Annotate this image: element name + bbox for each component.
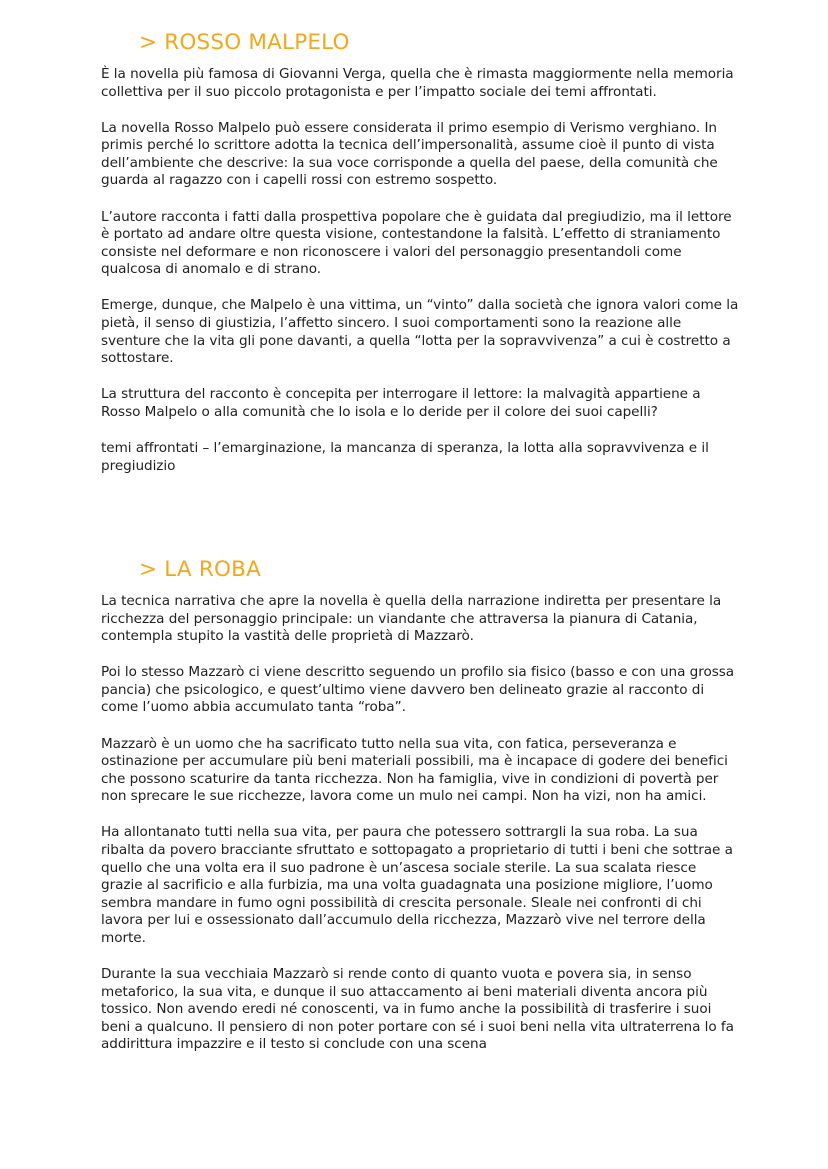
paragraph: Emerge, dunque, che Malpelo è una vittima, un “vinto” dalla società che ignora valori come la pietà, il senso di giustizia, l’affetto sincero. I suoi comportamenti sono la reazione alle sventure che la vita gli pone davanti, a quella “lotta per la sopravvivenza” a cui è costretto a sottostare. — [101, 297, 739, 367]
paragraph: La tecnica narrativa che apre la novella è quella della narrazione indiretta per presentare la ricchezza del personaggio principale: un viandante che attraversa la pianura di Catania, contempla stupito la vastità delle proprietà di Mazzarò. — [101, 593, 722, 645]
section-heading: > LA ROBA — [139, 557, 261, 582]
paragraph: Poi lo stesso Mazzarò ci viene descritto seguendo un profilo sia fisico (basso e con una grossa pancia) che psicologico, e quest’ultimo viene davvero ben delineato grazie al racconto di come l’uomo abbia accumulato tanta “roba”. — [101, 664, 735, 716]
section-rosso-malpelo — [101, 30, 741, 475]
paragraph: La novella Rosso Malpelo può essere considerata il primo esempio di Verismo verghiano. In primis perché lo scrittore adotta la tecnica dell’impersonalità, assume cioè il punto di vista dell’ambiente che descrive: la sua voce corrisponde a quella del paese, della comunità che guarda al ragazzo con i capelli rossi con estremo sospetto. — [101, 119, 718, 189]
paragraph: La struttura del racconto è concepita per interrogare il lettore: la malvagità appartiene a Rosso Malpelo o alla comunità che lo isola e lo deride per il colore dei suoi capelli? — [101, 386, 701, 420]
paragraph: L’autore racconta i fatti dalla prospettiva popolare che è guidata dal pregiudizio, ma il lettore è portato ad andare oltre questa visione, contestandone la falsità. L’effetto di straniamento consiste nel deformare e non riconoscere i valori del personaggio presentandoli come qualcosa di anomalo e di strano. — [101, 208, 732, 278]
paragraph: Ha allontanato tutti nella sua vita, per paura che potessero sottrargli la sua roba. La sua ribalta da povero bracciante sfruttato e sottopagato a proprietario di tutti i beni che sottrae a quello che una volta era il suo padrone è un’ascesa sociale sterile. La sua scalata riesce grazie al sacrificio e alla furbizia, ma una volta guadagnata una posizione migliore, l’uomo sembra mandare in fumo ogni possibilità di crescita personale. Sleale nei confronti di chi lavora per lui e ossessionato dall’accumulo della ricchezza, Mazzarò vive nel terrore della morte. — [101, 824, 733, 946]
section-heading: > ROSSO MALPELO — [139, 30, 350, 55]
section-la-roba — [101, 557, 741, 1054]
paragraph: È la novella più famosa di Giovanni Verga, quella che è rimasta maggiormente nella memoria collettiva per il suo piccolo protagonista e per l’impatto sociale dei temi affrontati. — [101, 66, 734, 100]
paragraph: Durante la sua vecchiaia Mazzarò si rende conto di quanto vuota e povera sia, in senso metaforico, la sua vita, e dunque il suo attaccamento ai beni materiali diventa ancora più tossico. Non avendo eredi né conoscenti, va in fumo anche la possibilità di trasferire i suoi beni a qualcuno. Il pensiero di non poter portare con sé i suoi beni nella vita ultraterrena lo fa addirittura impazzire e il testo si conclude con una scena — [101, 966, 734, 1053]
paragraph: Mazzarò è un uomo che ha sacrificato tutto nella sua vita, con fatica, perseveranza e ostinazione per accumulare più beni materiali possibili, ma è incapace di godere dei benefici che possono scaturire da tanta ricchezza. Non ha famiglia, vive in condizioni di povertà per non sprecare le sue ricchezze, lavora come un mulo nei campi. Non ha vizi, non ha amici. — [101, 735, 728, 805]
paragraph-themes: temi affrontati – l’emarginazione, la mancanza di speranza, la lotta alla sopravvivenza e il pregiudizio — [101, 440, 709, 474]
